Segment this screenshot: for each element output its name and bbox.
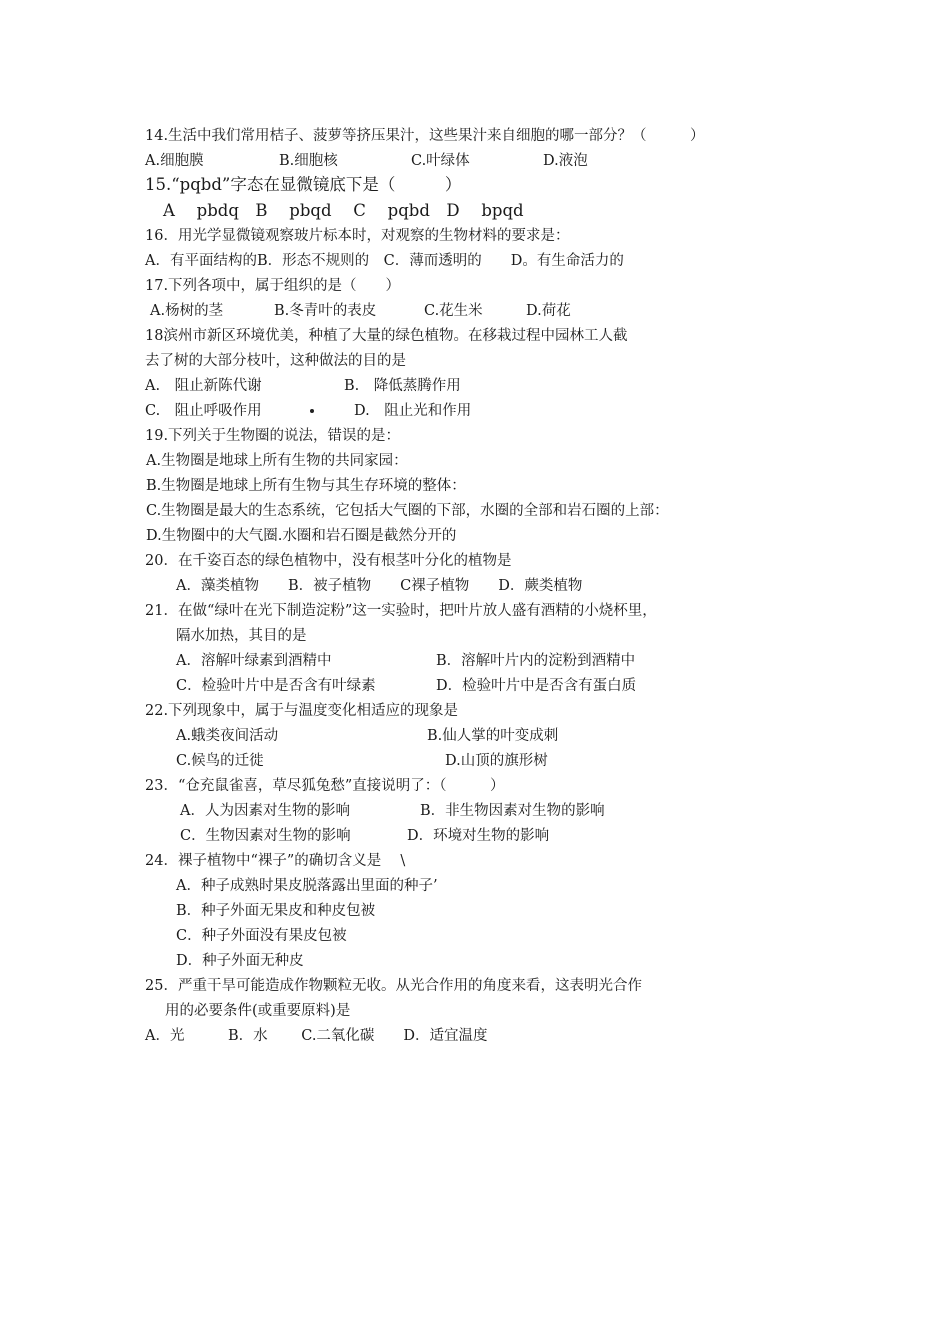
- q20-options: A．藻类植物 B．被子植物 C裸子植物 D．蕨类植物: [176, 578, 583, 594]
- q25-stem-line1: 25．严重干旱可能造成作物颗粒无收。从光合作用的角度来看，这表明光合作: [145, 978, 642, 994]
- q19-option-b: B.生物圈是地球上所有生物与其生存环境的整体：: [146, 478, 466, 494]
- q14-options: [145, 151, 765, 171]
- q14-stem: 14.生活中我们常用桔子、菠萝等挤压果汁，这些果汁来自细胞的哪一部分？（ ）: [145, 128, 705, 144]
- q17-option-a: A.杨树的茎: [150, 303, 224, 319]
- q21-stem-line1: 21．在做“绿叶在光下制造淀粉”这一实验时，把叶片放人盛有酒精的小烧杯里，: [145, 603, 657, 619]
- q20-stem: 20．在千姿百态的绿色植物中，没有根茎叶分化的植物是: [145, 553, 512, 569]
- q14-option-d: D.液泡: [543, 153, 588, 169]
- q24-option-d: D．种子外面无种皮: [176, 953, 304, 969]
- q18-options-row2: [145, 401, 705, 421]
- q15-stem: 15.“pqbd”字态在显微镜底下是（ ）: [145, 175, 462, 194]
- q14-option-a: A.细胞膜: [145, 153, 204, 169]
- q17-option-d: D.荷花: [526, 303, 571, 319]
- q25-stem-line2: 用的必要条件(或重要原料)是: [165, 1003, 351, 1019]
- q24-option-b: B．种子外面无果皮和种皮包被: [176, 903, 376, 919]
- q17-option-b: B.冬青叶的表皮: [274, 303, 377, 319]
- q16-options: A．有平面结构的B．形态不规则的 C．薄而透明的 D。有生命活力的: [145, 253, 624, 269]
- q23-options-row2: [180, 826, 740, 846]
- q18-option-d: D. 阻止光和作用: [354, 403, 472, 419]
- q22-option-a: A.蛾类夜间活动: [176, 728, 279, 744]
- q18-option-b: B. 降低蒸腾作用: [344, 378, 461, 394]
- q17-options: [150, 301, 710, 321]
- q25-options: A．光 B．水 C.二氧化碳 D．适宜温度: [145, 1028, 488, 1044]
- q23-option-c: C．生物因素对生物的影响: [180, 828, 351, 844]
- q18-options-row1: [145, 376, 705, 396]
- q18-option-c: C. 阻止呼吸作用: [145, 403, 262, 419]
- q18-stem-line2: 去了树的大部分枝叶，这种做法的目的是: [145, 353, 406, 369]
- q21-stem-line2: 隔水加热，其目的是: [176, 628, 307, 644]
- q18-stem-line1: 18滨州市新区环境优美，种植了大量的绿色植物。在移栽过程中园林工人截: [145, 328, 628, 344]
- q21-options-row2: [176, 676, 736, 696]
- q23-option-b: B．非生物因素对生物的影响: [420, 803, 605, 819]
- q21-option-b: B．溶解叶片内的淀粉到酒精中: [436, 653, 636, 669]
- q18-option-a: A. 阻止新陈代谢: [145, 378, 262, 394]
- q21-option-c: C．检验叶片中是否含有叶绿素: [176, 678, 376, 694]
- bullet-dot: [310, 409, 314, 413]
- q22-option-b: B.仙人掌的叶变成刺: [427, 728, 559, 744]
- q23-option-a: A．人为因素对生物的影响: [180, 803, 350, 819]
- q21-option-d: D．检验叶片中是否含有蛋白质: [436, 678, 637, 694]
- q22-stem: 22.下列现象中，属于与温度变化相适应的现象是: [145, 703, 459, 719]
- q17-option-c: C.花生米: [424, 303, 483, 319]
- q19-stem: 19.下列关于生物圈的说法，错误的是：: [145, 428, 401, 444]
- q15-options: A pbdq B pbqd C pqbd D bpqd: [163, 201, 524, 220]
- q21-options-row1: [176, 651, 736, 671]
- q19-option-d: D.生物圈中的大气圈.水圈和岩石圈是截然分开的: [146, 528, 457, 544]
- q23-stem: 23．“仓充鼠雀喜，草尽狐兔愁”直接说明了：（ ）: [145, 778, 505, 794]
- q17-stem: 17.下列各项中，属于组织的是（ ）: [145, 278, 401, 294]
- q22-options-row2: [176, 751, 736, 771]
- q24-option-c: C．种子外面没有果皮包被: [176, 928, 347, 944]
- q24-stem: 24．裸子植物中“裸子”的确切含义是 \: [145, 853, 406, 869]
- q16-stem: 16．用光学显微镜观察玻片标本时，对观察的生物材料的要求是：: [145, 228, 570, 244]
- q22-option-d: D.山顶的旗形树: [445, 753, 548, 769]
- q24-option-a: A．种子成熟时果皮脱落露出里面的种子’: [176, 878, 438, 894]
- q14-option-b: B.细胞核: [279, 153, 338, 169]
- q21-option-a: A．溶解叶绿素到酒精中: [176, 653, 332, 669]
- q22-option-c: C.候鸟的迁徙: [176, 753, 264, 769]
- q22-options-row1: [176, 726, 736, 746]
- q23-options-row1: [180, 801, 740, 821]
- q23-option-d: D．环境对生物的影响: [407, 828, 550, 844]
- q19-option-c: C.生物圈是最大的生态系统，它包括大气圈的下部，水圈的全部和岩石圈的上部：: [146, 503, 669, 519]
- q14-option-c: C.叶绿体: [411, 153, 470, 169]
- q19-option-a: A.生物圈是地球上所有生物的共同家园：: [146, 453, 408, 469]
